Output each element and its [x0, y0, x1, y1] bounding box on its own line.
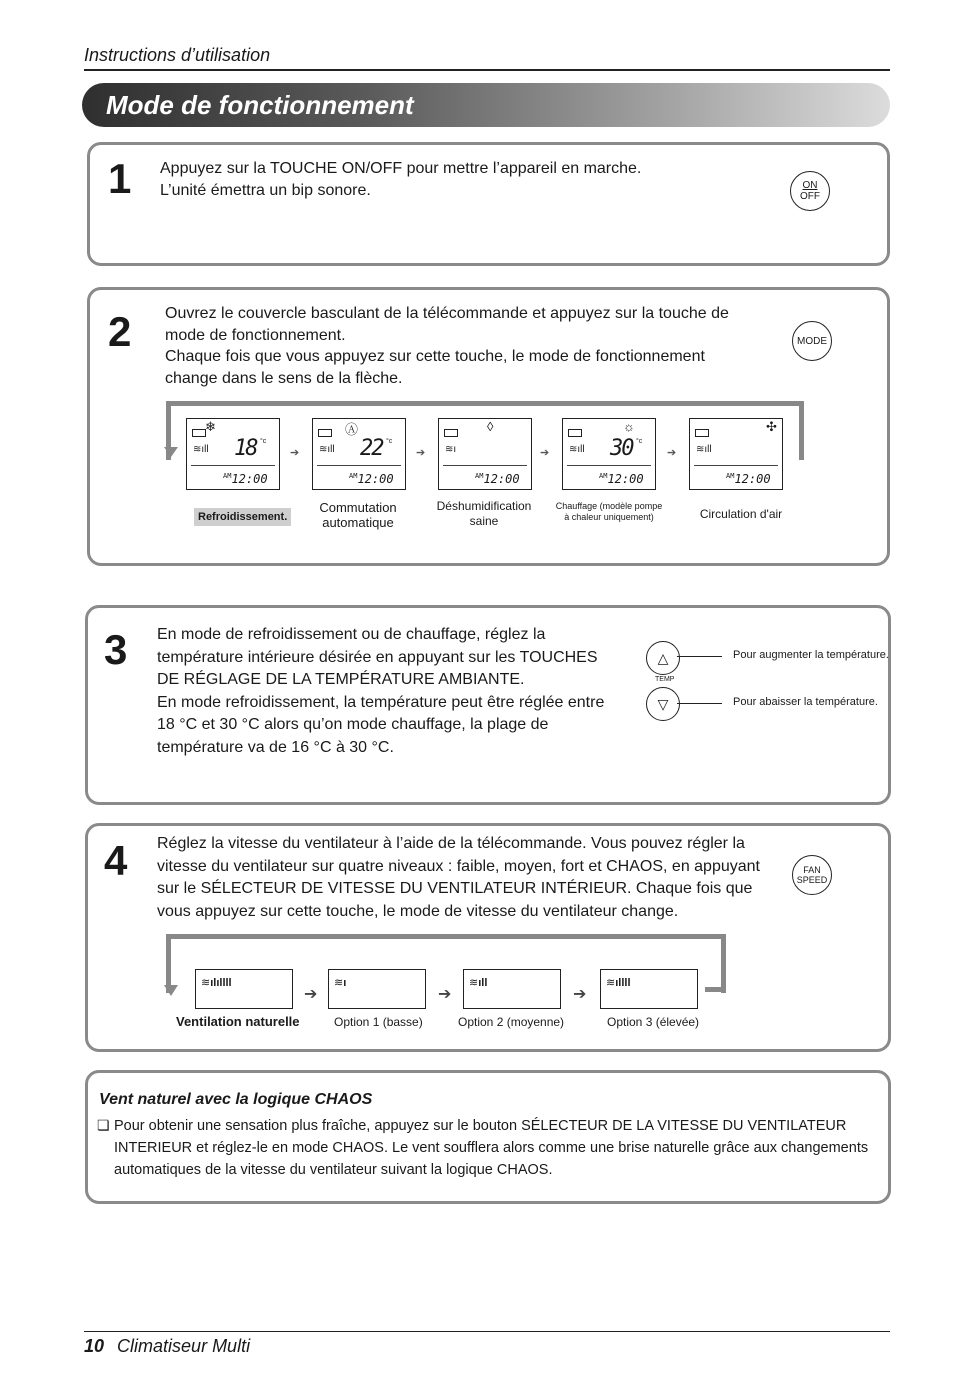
temp-up-button[interactable] — [646, 641, 680, 675]
temp-label: TEMP — [655, 676, 675, 683]
button-label-bottom: SPEED — [796, 875, 828, 885]
fan-speed-icon: ≋ıll — [193, 444, 209, 455]
arrow-right-icon: ➔ — [667, 447, 677, 459]
footer-rule — [84, 1331, 890, 1332]
fan-bars-icon: ≋ıllll — [606, 977, 631, 989]
fan-speed-button[interactable] — [792, 855, 832, 895]
text-line: Pour obtenir une sensation plus fraîche, appuyez sur le bouton SÉLECTEUR DE LA VITESSE DU VENTILATEUR — [114, 1118, 847, 1134]
am-label: AM — [475, 472, 484, 480]
fan-bars-icon: ≋ı — [334, 977, 347, 989]
bars: ılıllll — [210, 977, 232, 989]
text-line: change dans le sens de la flèche. — [165, 369, 403, 387]
speed-cycle-bracket-right — [705, 987, 721, 992]
caption-dry — [424, 499, 544, 529]
lcd-dry — [438, 418, 532, 490]
text-line: Chaque fois que vous appuyez sur cette touche, le mode de fonctionnement — [165, 348, 705, 365]
footer — [84, 1336, 250, 1357]
text-line: automatiques de la vitesse du ventilateur suivant la logique CHAOS. — [114, 1162, 553, 1178]
caption-line: Commutation — [319, 500, 397, 515]
fan-icon: ✣ — [766, 419, 777, 434]
lcd-clock — [349, 472, 394, 486]
text-line: mode de fonctionnement. — [165, 326, 346, 344]
cycle-arrow-icon — [164, 985, 178, 996]
divider — [443, 465, 527, 466]
fan-display-natural — [195, 969, 293, 1009]
caption-cooling: Refroidissement. — [194, 508, 291, 526]
arrow-right-icon: ➔ — [438, 986, 452, 1003]
page-header: Instructions d’utilisation — [84, 45, 271, 65]
lcd-auto — [312, 418, 406, 490]
step-3-text — [157, 624, 627, 759]
leader-line — [677, 703, 722, 704]
lcd-cooling — [186, 418, 280, 490]
temp-down-label: Pour abaisser la température. — [733, 696, 878, 708]
divider — [567, 465, 651, 466]
battery-icon — [192, 429, 206, 437]
arrow-right-icon: ➔ — [540, 447, 550, 459]
arrow-right-icon: ➔ — [304, 986, 318, 1003]
text-line: INTERIEUR et réglez-le en mode CHAOS. Le vent soufflera alors comme une brise naturelle grâce aux changements — [114, 1140, 869, 1156]
caption-high: Option 3 (élevée) — [607, 1015, 700, 1029]
button-label-bottom: OFF — [800, 191, 820, 202]
checkbox-icon: ❏ — [97, 1117, 110, 1133]
page-number: 10 — [84, 1336, 105, 1356]
text-line: En mode refroidissement, la température peut être réglée entre — [157, 693, 605, 711]
fan-bars-icon: ≋ıll — [469, 977, 488, 989]
arrow-right-icon: ➔ — [290, 447, 300, 459]
clock-value: 12:00 — [231, 472, 268, 486]
text-line: vitesse du ventilateur sur quatre niveaux : faible, moyen, fort et CHAOS, en appuyant — [157, 857, 760, 875]
temp-down-button[interactable] — [646, 687, 680, 721]
step-3-number: 3 — [104, 626, 128, 673]
lcd-fan — [689, 418, 783, 490]
step-1-text — [160, 158, 720, 201]
step-4-text — [157, 833, 782, 923]
fan-speed-icon: ≋ıll — [569, 444, 585, 455]
sun-icon: ☼ — [623, 419, 635, 434]
cycle-arrow-icon — [164, 447, 178, 457]
on-off-button[interactable] — [790, 171, 830, 211]
clock-value: 12:00 — [607, 472, 644, 486]
text-line: En mode de refroidissement ou de chauffage, réglez la — [157, 626, 546, 643]
step-2-text — [165, 303, 765, 389]
lcd-clock — [726, 472, 771, 486]
button-label-top: ON — [802, 180, 818, 191]
caption-medium: Option 2 (moyenne) — [458, 1015, 565, 1029]
text-line: température va de 16 °C à 30 °C. — [157, 738, 394, 756]
battery-icon — [444, 429, 458, 437]
droplet-icon: ◊ — [487, 419, 494, 434]
degree-unit: °c — [636, 438, 643, 445]
step-4-number: 4 — [104, 837, 128, 884]
footer-title: Climatiseur Multi — [117, 1336, 251, 1356]
note-title: Vent naturel avec la logique CHAOS — [99, 1091, 373, 1108]
caption-natural: Ventilation naturelle — [176, 1014, 300, 1029]
section-title: Mode de fonctionnement — [106, 90, 414, 120]
fan-speed-icon: ≋ıll — [319, 444, 335, 455]
bars: ıll — [478, 977, 488, 989]
clock-value: 12:00 — [483, 472, 520, 486]
caption-auto — [300, 500, 416, 530]
divider — [317, 465, 401, 466]
divider — [191, 465, 275, 466]
triangle-up-icon: △ — [657, 649, 669, 666]
caption-line: automatique — [322, 515, 394, 530]
lcd-temp: 18 — [234, 436, 257, 461]
text-line: L’unité émettra un bip sonore. — [160, 181, 371, 199]
lcd-temp: 30 — [610, 436, 633, 461]
am-label: AM — [599, 472, 608, 480]
mode-button[interactable] — [792, 321, 832, 361]
clock-value: 12:00 — [734, 472, 771, 486]
text-line: vous appuyez sur cette touche, le mode de vitesse du ventilateur change. — [157, 902, 679, 920]
leader-line — [677, 656, 722, 657]
text-line: Appuyez sur la TOUCHE ON/OFF pour mettre l’appareil en marche. — [160, 160, 642, 177]
button-label: MODE — [797, 335, 827, 347]
fan-display-high — [600, 969, 698, 1009]
battery-icon — [695, 429, 709, 437]
lcd-temp: 22 — [360, 436, 383, 461]
lcd-clock — [475, 472, 520, 486]
snowflake-icon: ❄ — [205, 419, 216, 434]
fan-display-low — [328, 969, 426, 1009]
bars: ı — [343, 977, 347, 989]
clock-value: 12:00 — [357, 472, 394, 486]
arrow-right-icon: ➔ — [416, 447, 426, 459]
text-line: Réglez la vitesse du ventilateur à l’aide de la télécommande. Vous pouvez régler la — [157, 835, 745, 852]
fan-speed-icon: ≋ıll — [696, 444, 712, 455]
text-line: température intérieure désirée en appuyant sur les TOUCHES — [157, 648, 598, 666]
fan-speed-icon: ≋ı — [445, 444, 457, 455]
lcd-heat — [562, 418, 656, 490]
note-text — [114, 1115, 874, 1181]
section-banner — [82, 83, 890, 127]
lcd-clock — [599, 472, 644, 486]
lcd-clock — [223, 472, 268, 486]
caption-low: Option 1 (basse) — [334, 1015, 423, 1029]
button-label-top: FAN — [803, 865, 821, 875]
caption-line: Déshumidification — [436, 499, 532, 513]
fan-bars-icon: ≋ılıllll — [201, 977, 232, 989]
step-1-number: 1 — [108, 155, 132, 202]
header-rule — [84, 69, 890, 71]
triangle-down-icon: ▽ — [657, 695, 669, 712]
auto-icon: Ⓐ — [345, 422, 359, 437]
battery-icon — [568, 429, 582, 437]
text-line: sur le SÉLECTEUR DE VITESSE DU VENTILATEUR INTÉRIEUR. Chaque fois que — [157, 880, 753, 897]
caption-line: saine — [469, 514, 499, 528]
degree-unit: °c — [386, 438, 393, 445]
battery-icon — [318, 429, 332, 437]
step-2-number: 2 — [108, 308, 132, 355]
text-line: DE RÉGLAGE DE LA TEMPÉRATURE AMBIANTE. — [157, 671, 525, 688]
degree-unit: °c — [260, 438, 267, 445]
temp-up-label: Pour augmenter la température. — [733, 649, 889, 661]
am-label: AM — [726, 472, 735, 480]
am-label: AM — [223, 472, 232, 480]
caption-line: à chaleur uniquement) — [564, 512, 654, 522]
divider — [694, 465, 778, 466]
text-line: Ouvrez le couvercle basculant de la télécommande et appuyez sur la touche de — [165, 305, 729, 322]
bars: ıllll — [615, 977, 631, 989]
am-label: AM — [349, 472, 358, 480]
caption-heat — [548, 501, 670, 523]
caption-fan: Circulation d'air — [699, 507, 783, 521]
caption-line: Chauffage (modèle pompe — [555, 501, 663, 511]
fan-display-medium — [463, 969, 561, 1009]
arrow-right-icon: ➔ — [573, 986, 587, 1003]
text-line: 18 °C et 30 °C alors qu’on mode chauffage, la plage de — [157, 716, 549, 733]
